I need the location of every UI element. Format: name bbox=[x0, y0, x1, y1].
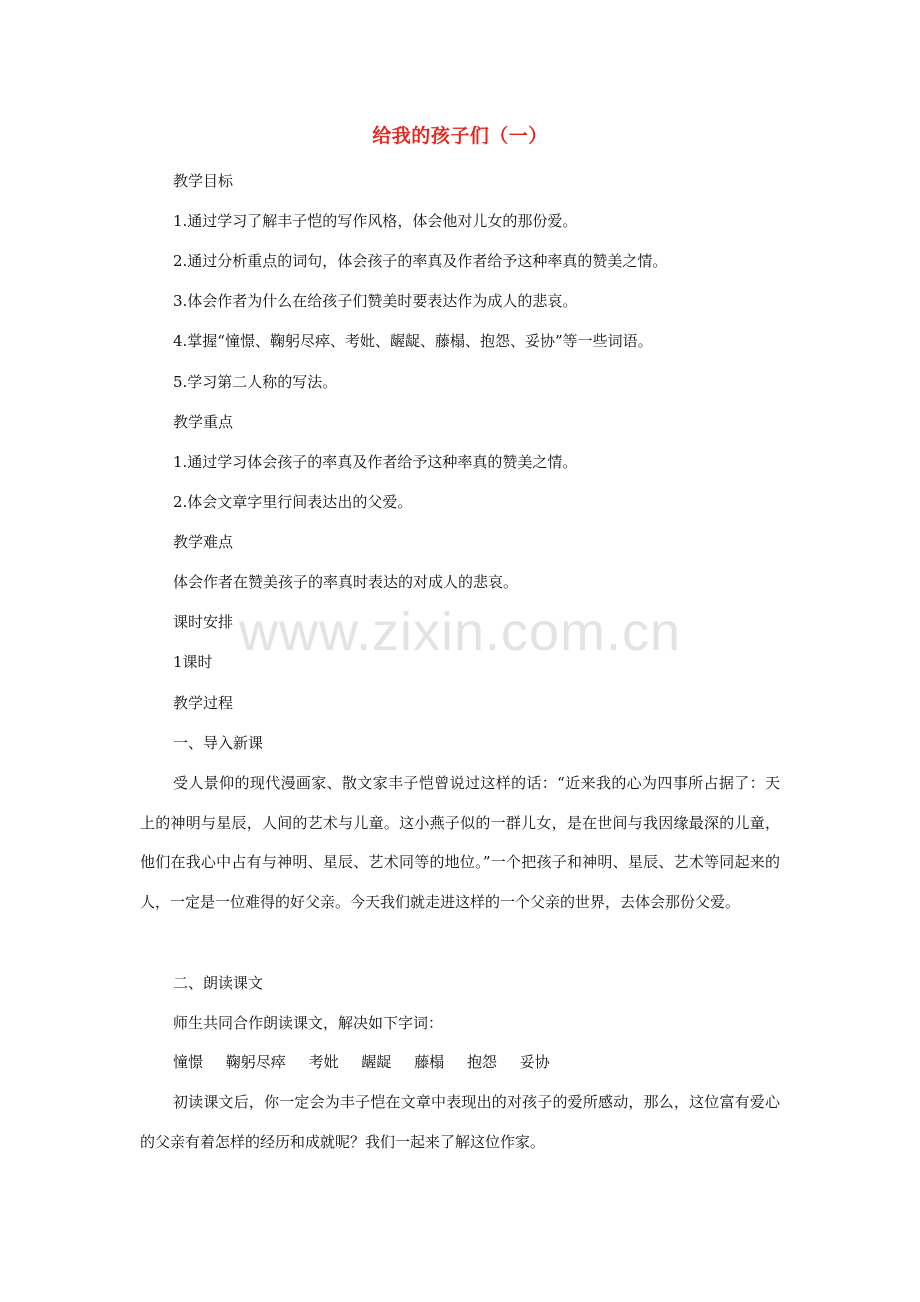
vocab-item: 龌龊 bbox=[361, 1053, 392, 1071]
goal-item-1: 1.通过学习了解丰子恺的写作风格，体会他对儿女的那份爱。 bbox=[173, 212, 578, 230]
key-point-2: 2.体会文章字里行间表达出的父爱。 bbox=[173, 493, 413, 511]
heading-schedule: 课时安排 bbox=[173, 613, 234, 631]
section-heading-reading: 二、朗读课文 bbox=[173, 974, 264, 992]
goal-item-2: 2.通过分析重点的词句，体会孩子的率真及作者给予这种率真的赞美之情。 bbox=[173, 252, 668, 270]
section-heading-intro: 一、导入新课 bbox=[173, 734, 264, 752]
heading-teaching-goals: 教学目标 bbox=[173, 172, 234, 190]
vocab-item: 抱怨 bbox=[466, 1053, 497, 1071]
reading-instruction: 师生共同合作朗读课文，解决如下字词： bbox=[173, 1014, 444, 1032]
heading-key-points: 教学重点 bbox=[173, 413, 234, 431]
vocab-item: 妥协 bbox=[519, 1053, 550, 1071]
vocab-item: 鞠躬尽瘁 bbox=[225, 1053, 286, 1071]
goal-item-3: 3.体会作者为什么在给孩子们赞美时要表达作为成人的悲哀。 bbox=[173, 292, 578, 310]
vocab-item: 考妣 bbox=[308, 1053, 339, 1071]
watermark: www.zixin.com.cn bbox=[238, 602, 682, 662]
difficulty-text: 体会作者在赞美孩子的率真时表达的对成人的悲哀。 bbox=[173, 573, 519, 591]
heading-difficulty: 教学难点 bbox=[173, 533, 234, 551]
goal-item-4: 4.掌握“憧憬、鞠躬尽瘁、考妣、龌龊、藤榻、抱怨、妥协”等一些词语。 bbox=[173, 332, 653, 350]
document-title: 给我的孩子们（一） bbox=[372, 125, 548, 147]
schedule-text: 1课时 bbox=[173, 653, 213, 671]
key-point-1: 1.通过学习体会孩子的率真及作者给予这种率真的赞美之情。 bbox=[173, 453, 578, 471]
vocab-list bbox=[173, 1052, 568, 1072]
heading-process: 教学过程 bbox=[173, 694, 234, 712]
vocab-item: 憧憬 bbox=[173, 1053, 204, 1071]
reading-paragraph: 初读课文后，你一定会为丰子恺在文章中表现出的对孩子的爱所感动，那么，这位富有爱心的父亲有着怎样的经历和成就呢？我们一起来了解这位作家。 bbox=[140, 1093, 780, 1151]
vocab-item: 藤榻 bbox=[414, 1053, 445, 1071]
intro-paragraph: 受人景仰的现代漫画家、散文家丰子恺曾说过这样的话：“近来我的心为四事所占据了：天上的神明与星辰，人间的艺术与儿童。这小燕子似的一群儿女，是在世间与我因缘最深的儿童，他们在我心中占有与神明、星辰、艺术同等的地位。”一个把孩子和神明、星辰、艺术等同起来的人，一定是一位难得的好父亲。今天我们就走进这样的一个父亲的世界，去体会那份父爱。 bbox=[140, 774, 780, 911]
goal-item-5: 5.学习第二人称的写法。 bbox=[173, 373, 338, 391]
